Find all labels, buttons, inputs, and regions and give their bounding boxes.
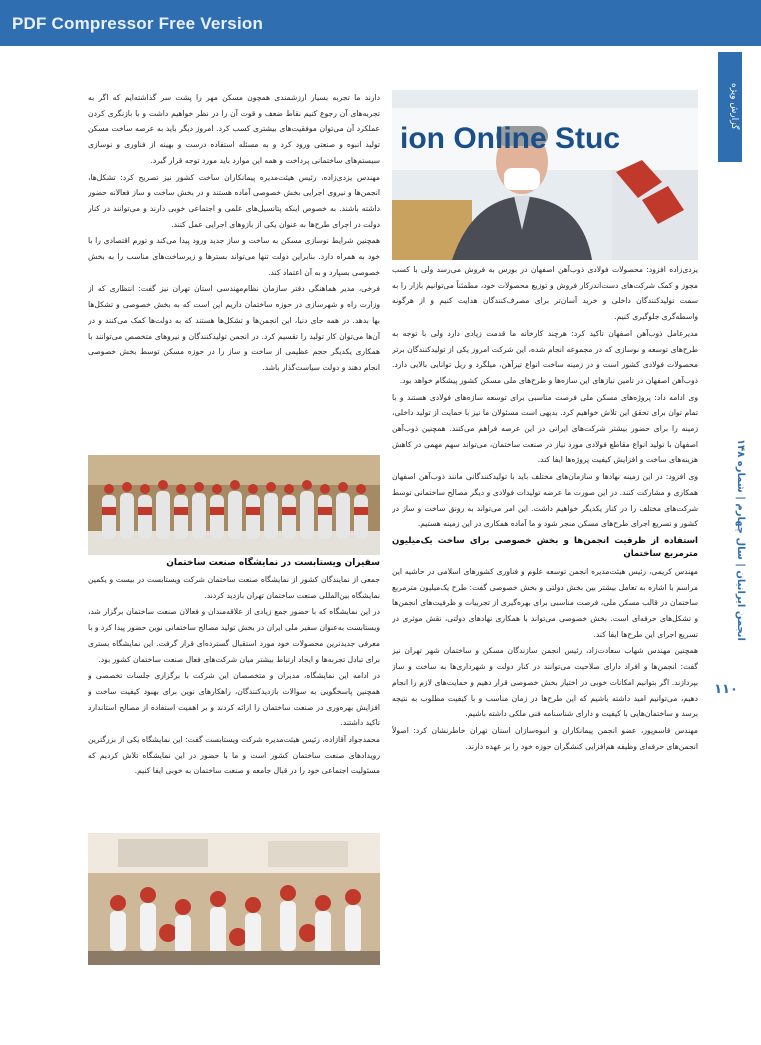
photo-group-illustration xyxy=(88,455,380,555)
paragraph: وی ادامه داد: پروژه‌های مسکن ملی فرصت مناسبی برای توسعه سازه‌های فولادی هستند و با تمام توان برای تحقق این تلاش خواهیم کرد. بدیهی است مسئولان ما نیز با حمایت از تولید داخلی، زمینه را برای حضور بیشتر شرکت‌های ایرانی در این عرصه فراهم می‌کنند. همچنین ذوب‌آهن اصفهان با تولید انواع مقاطع فولادی مورد نیاز در صنعت ساختمان، می‌تواند سهم مهمی در کاهش هزینه‌های ساخت و افزایش کیفیت پروژه‌ها ایفا کند. xyxy=(392,392,698,465)
paragraph: دارند ما تجربه بسیار ارزشمندی همچون مسکن مهر را پشت سر گذاشته‌ایم که اگر به تجربه‌های آن رجوع کنیم نقاط ضعف و قوت آن را در نظر خواهیم داشت و با بازنگری کردن عملکرد آن می‌توان موفقیت‌های بیشتری کسب کرد. امروز دیگر باید به عرصه ساخت مسکن تولید انبوه و صنعتی ورود کرد و به مسئله استفاده درست و بهینه از فناوری و نوسازی سیستم‌های ساختمانی پرداخت و همه این موارد باید مورد توجه قرار گیرد. xyxy=(88,93,380,165)
column-left-middle xyxy=(88,572,380,830)
issue-line: انجمن ایرانیان | سال چهارم | شماره ۱۴۸ xyxy=(735,439,746,641)
photo-group xyxy=(88,455,380,555)
section-heading: استفاده از ظرفیت انجمن‌ها و بخش خصوصی برای ساخت یک‌میلیون مترمربع ساختمان xyxy=(392,535,698,559)
paragraph: در ادامه این نمایشگاه، مدیران و متخصصان این شرکت با برگزاری جلسات تخصصی و همچنین پاسخگویی به سوالات بازدیدکنندگان، راهکارهای نوین برای بهبود کیفیت ساخت و افزایش بهره‌وری در صنعت ساختمان را ارائه کردند و بر اهمیت استفاده از مصالح استاندارد تاکید داشتند. xyxy=(88,671,380,728)
paragraph: در این نمایشگاه که با حضور جمع زیادی از علاقه‌مندان و فعالان صنعت ساختمان برگزار شد، ویستابست به‌عنوان سفیر ملی ایران در بخش تولید مصالح ساختمانی نوین حضور پیدا کرد و با معرفی جدیدترین محصولات خود مورد استقبال گسترده‌ای قرار گرفت. این نمایشگاه بستری برای تبادل تجربه‌ها و ایجاد ارتباط بیشتر میان شرکت‌های فعال صنعت ساختمان کشور بود. xyxy=(88,607,380,664)
caption-left: سفیران ویستابست در نمایشگاه صنعت ساختمان xyxy=(166,558,380,568)
column-right xyxy=(392,262,698,1002)
photo-speaker xyxy=(392,90,698,260)
paragraph: یزدی‌زاده افزود: محصولات فولادی ذوب‌آهن اصفهان در بورس به فروش می‌رسد ولی با کسب مجوز و کمک شرکت‌های دست‌اندرکار فروش و توزیع محصولات خود، مطمئناً می‌توانیم بازار را به سمت تولیدکنندگان داخلی و خرید آسان‌تر برای مصرف‌کنندگان هدایت کنیم و از هرگونه واسطه‌گری جلوگیری کنیم. xyxy=(392,265,698,322)
paragraph: محمدجواد آقازاده، رئیس هیئت‌مدیره شرکت ویستابست گفت: این نمایشگاه یکی از بزرگترین رویدادهای صنعت ساختمان کشور است و ما با حضور در این نمایشگاه تلاش کردیم که مسئولیت اجتماعی خود را در قبال جامعه و صنعت ساختمان به خوبی ایفا کنیم. xyxy=(88,735,380,776)
paragraph: همچنین مهندس شهاب سعادت‌زاد، رئیس انجمن سازندگان مسکن و ساختمان شهر تهران نیز گفت: انجمن‌ها و افراد دارای صلاحیت می‌توانند در کنار دولت و شهرداری‌ها به ساخت و ساز بپردازند. اگر بتوانیم امکانات خوبی در اختیار بخش خصوصی قرار دهیم و حمایت‌های لازم را انجام دهیم، می‌توانیم امید داشته باشیم که این طرح‌ها در زمان مناسب و با کیفیت مطلوب به نتیجه برسد و ساختمان‌هایی با کیفیت و دارای شناسنامه فنی ملکی داشته باشیم. xyxy=(392,646,698,719)
paragraph: جمعی از نمایندگان کشور از نمایشگاه صنعت ساختمان شرکت ویستابست در بیست و یکمین نمایشگاه بین‌المللی صنعت ساختمان تهران بازدید کردند. xyxy=(88,575,380,600)
column-left-top xyxy=(88,90,380,450)
page-number: ۱۱۰ xyxy=(714,682,738,697)
photo-speaker-illustration xyxy=(392,90,698,260)
paragraph: مدیرعامل ذوب‌آهن اصفهان تاکید کرد: هرچند کارخانه ما قدمت زیادی دارد ولی با توجه به طرح‌های توسعه و نوسازی که در مجموعه انجام شده، این شرکت امروز یکی از تولیدکنندگان برتر محصولات فولادی کشور است و در زمینه ساخت انواع تیرآهن، میلگرد و ریل توانایی بالایی دارد. ذوب‌آهن اصفهان در تامین نیازهای این سازه‌ها و طرح‌های ملی مسکن کشور پیشگام خواهد بود. xyxy=(392,328,698,385)
watermark-text: PDF Compressor Free Version xyxy=(12,14,264,33)
paragraph: مهندس قاسم‌پور، عضو انجمن پیمانکاران و انبوه‌سازان استان تهران خاطرنشان کرد: اصولاً انجمن‌های حرفه‌ای وظیفه هم‌افزایی کنشگران حوزه خود را بر عهده دارند. xyxy=(392,725,698,751)
section-label: گزارش ویژه xyxy=(729,82,739,130)
paragraph: همچنین شرایط نوسازی مسکن به ساخت و ساز جدید ورود پیدا می‌کند و تورم اقتصادی را با خود به همراه دارد. بنابراین دولت تنها می‌تواند بسترها و زیرساخت‌های مناسب را به بخش خصوصی بسپارد و به آن اعتماد کند. xyxy=(88,236,380,277)
photo-booth-illustration xyxy=(88,833,380,965)
photo-booth xyxy=(88,833,380,965)
paragraph: مهندس یزدی‌زاده، رئیس هیئت‌مدیره پیمانکاران ساخت کشور نیز تصریح کرد: تشکل‌ها، انجمن‌ها و نیروی اجرایی بخش خصوصی آماده هستند و در بخش ساخت و ساز فعالانه حضور داشته باشند. به خصوص اینکه پتانسیل‌های علمی و اجتماعی خوبی دارند و می‌توانند در کنار دولت در اجرای طرح‌ها به عنوان یکی از بازوهای اجرایی عمل کنند. xyxy=(88,172,380,229)
paragraph: وی افزود: در این زمینه نهادها و سازمان‌های مختلف باید با تولیدکنندگانی مانند ذوب‌آهن اصفهان همکاری و مشارکت کنند. در این صورت ما عرضه تولیدات فولادی و دیگر مصالح ساختمانی توسط شرکت‌های مختلف را در کنار یکدیگر خواهیم داشت. این امر می‌تواند به رونق ساخت و ساز در کشور و تسریع اجرای طرح‌های مسکن منجر شود و ما آماده همکاری در این زمینه هستیم. xyxy=(392,472,698,529)
paragraph: فرخی، مدیر هماهنگی دفتر سازمان نظام‌مهندسی استان تهران نیز گفت: انتظاری که از وزارت راه و شهرسازی در حوزه ساختمان داریم این است که به بخش خصوصی و تشکل‌ها بها بدهد. در همه جای دنیا، این انجمن‌ها و تشکل‌ها هستند که به دولت‌ها کمک می‌کنند و در آن‌ها می‌توان کار تولید را تقسیم کرد. در انجمن تولیدکنندگان و نیروهای متخصص می‌توانند با همکاری یکدیگر حجم عظیمی از ساخت و ساز را در حوزه مسکن توسط بخش خصوصی انجام دهند و دولت سیاست‌گذار باشد. xyxy=(88,284,380,372)
banner-text: ion Online Stuc xyxy=(400,122,621,155)
paragraph: مهندس کریمی، رئیس هیئت‌مدیره انجمن توسعه علوم و فناوری کشورهای اسلامی در حاشیه این مراسم با اشاره به تعامل بیشتر بین بخش دولتی و بخش خصوصی گفت: طرح یک‌میلیون مترمربع ساختمان در قالب مسکن ملی، فرصت مناسبی برای بهره‌گیری از تجربیات و ظرفیت‌های انجمن‌ها و تشکل‌های حرفه‌ای است. بخش خصوصی می‌تواند با همکاری نهادهای دولتی، نقش موثری در تسریع اجرای این طرح‌ها ایفا کند. xyxy=(392,566,698,639)
